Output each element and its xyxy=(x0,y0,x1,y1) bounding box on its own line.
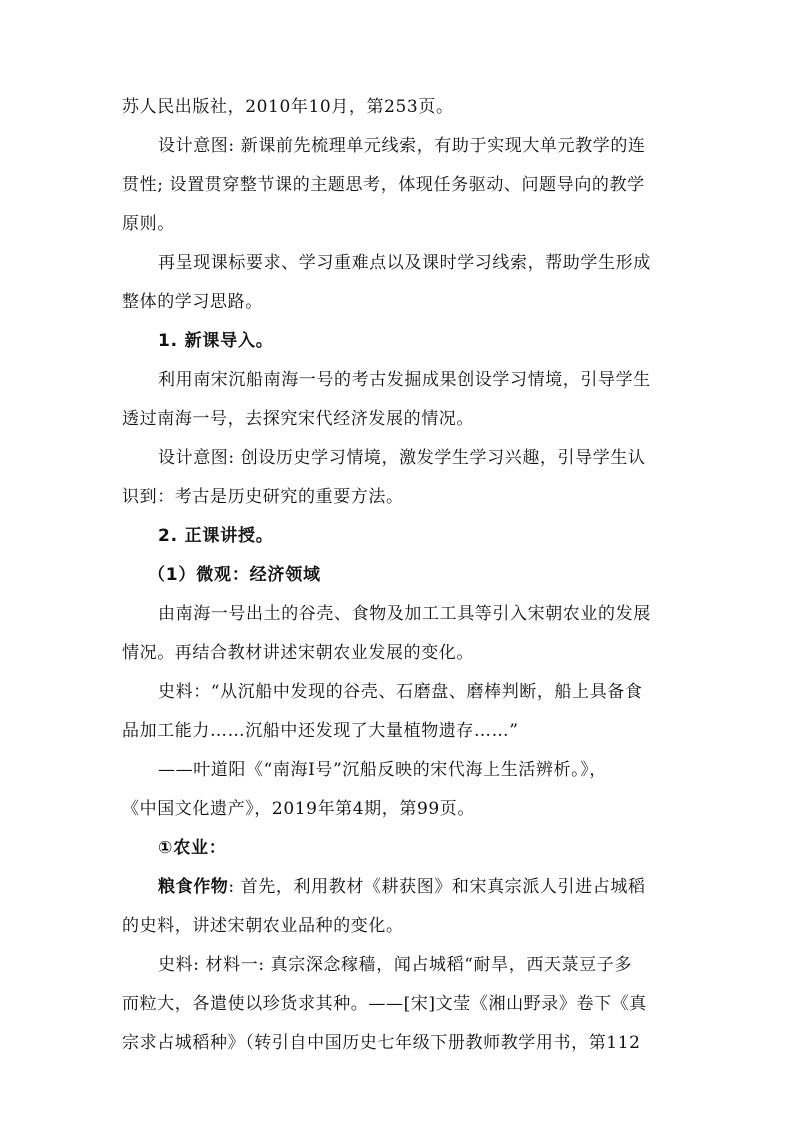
text-line: 品加工能力……沉船中还发现了大量植物遗存……” xyxy=(122,721,519,741)
design-intent-paragraph: 设计意图: 创设历史学习情境，激发学生学习兴趣，引导学生认 xyxy=(158,448,646,468)
historical-source-quote: 史料：“从沉船中发现的谷壳、石磨盘、磨棒判断，船上具备食 xyxy=(158,682,643,702)
text-line: 透过南海一号，去探究宋代经济发展的情况。 xyxy=(122,409,474,429)
citation-line: ——叶道阳《“南海Ⅰ号”沉船反映的宋代海上生活辨析。》， xyxy=(158,760,607,780)
text-line: 原则。 xyxy=(122,214,175,234)
grain-crops-label: 粮食作物 xyxy=(158,877,229,897)
text-line: 整体的学习思路。 xyxy=(122,292,263,312)
grain-crops-text: : 首先，利用教材《耕获图》和宋真宗派人引进占城稻 xyxy=(228,877,646,897)
text-line: 识到：考古是历史研究的重要方法。 xyxy=(122,487,404,507)
text-line: 由南海一号出土的谷壳、食物及加工工具等引入宋朝农业的发展 xyxy=(158,604,651,624)
document-page xyxy=(122,88,680,1063)
text-line: 利用南宋沉船南海一号的考古发掘成果创设学习情境，引导学生 xyxy=(158,370,651,390)
text-line: 再呈现课标要求、学习重难点以及课时学习线索，帮助学生形成 xyxy=(158,253,651,273)
text-line: 宗求占城稻种》（转引自中国历史七年级下册教师教学用书，第112 xyxy=(122,1033,641,1053)
section-heading-main-lesson: 2. 正课讲授。 xyxy=(158,526,274,546)
citation-line: 《中国文化遗产》，2019年第4期，第99页。 xyxy=(122,799,476,819)
subsection-heading-economy: （1）微观：经济领域 xyxy=(148,565,321,585)
text-line: 贯性; 设置贯穿整节课的主题思考，体现任务驱动、问题导向的教学 xyxy=(122,175,645,195)
text-line: 苏人民出版社，2010年10月，第253页。 xyxy=(122,97,454,117)
text-line: 的史料，讲述宋朝农业品种的变化。 xyxy=(122,916,404,936)
text-line: 情况。再结合教材讲述宋朝农业发展的变化。 xyxy=(122,643,474,663)
subheading-agriculture: ①农业： xyxy=(158,838,227,858)
text-line: 而粒大，各遣使以珍货求其种。——[宋]文莹《湘山野录》卷下《真 xyxy=(122,994,647,1014)
grain-crops-paragraph xyxy=(122,868,680,907)
section-heading-new-lesson: 1. 新课导入。 xyxy=(158,331,274,351)
historical-source-quote: 史料: 材料一: 真宗深念稼穑，闻占城稻“耐旱，西天菉豆子多 xyxy=(158,955,632,975)
design-intent-paragraph: 设计意图: 新课前先梳理单元线索，有助于实现大单元教学的连 xyxy=(158,136,646,156)
